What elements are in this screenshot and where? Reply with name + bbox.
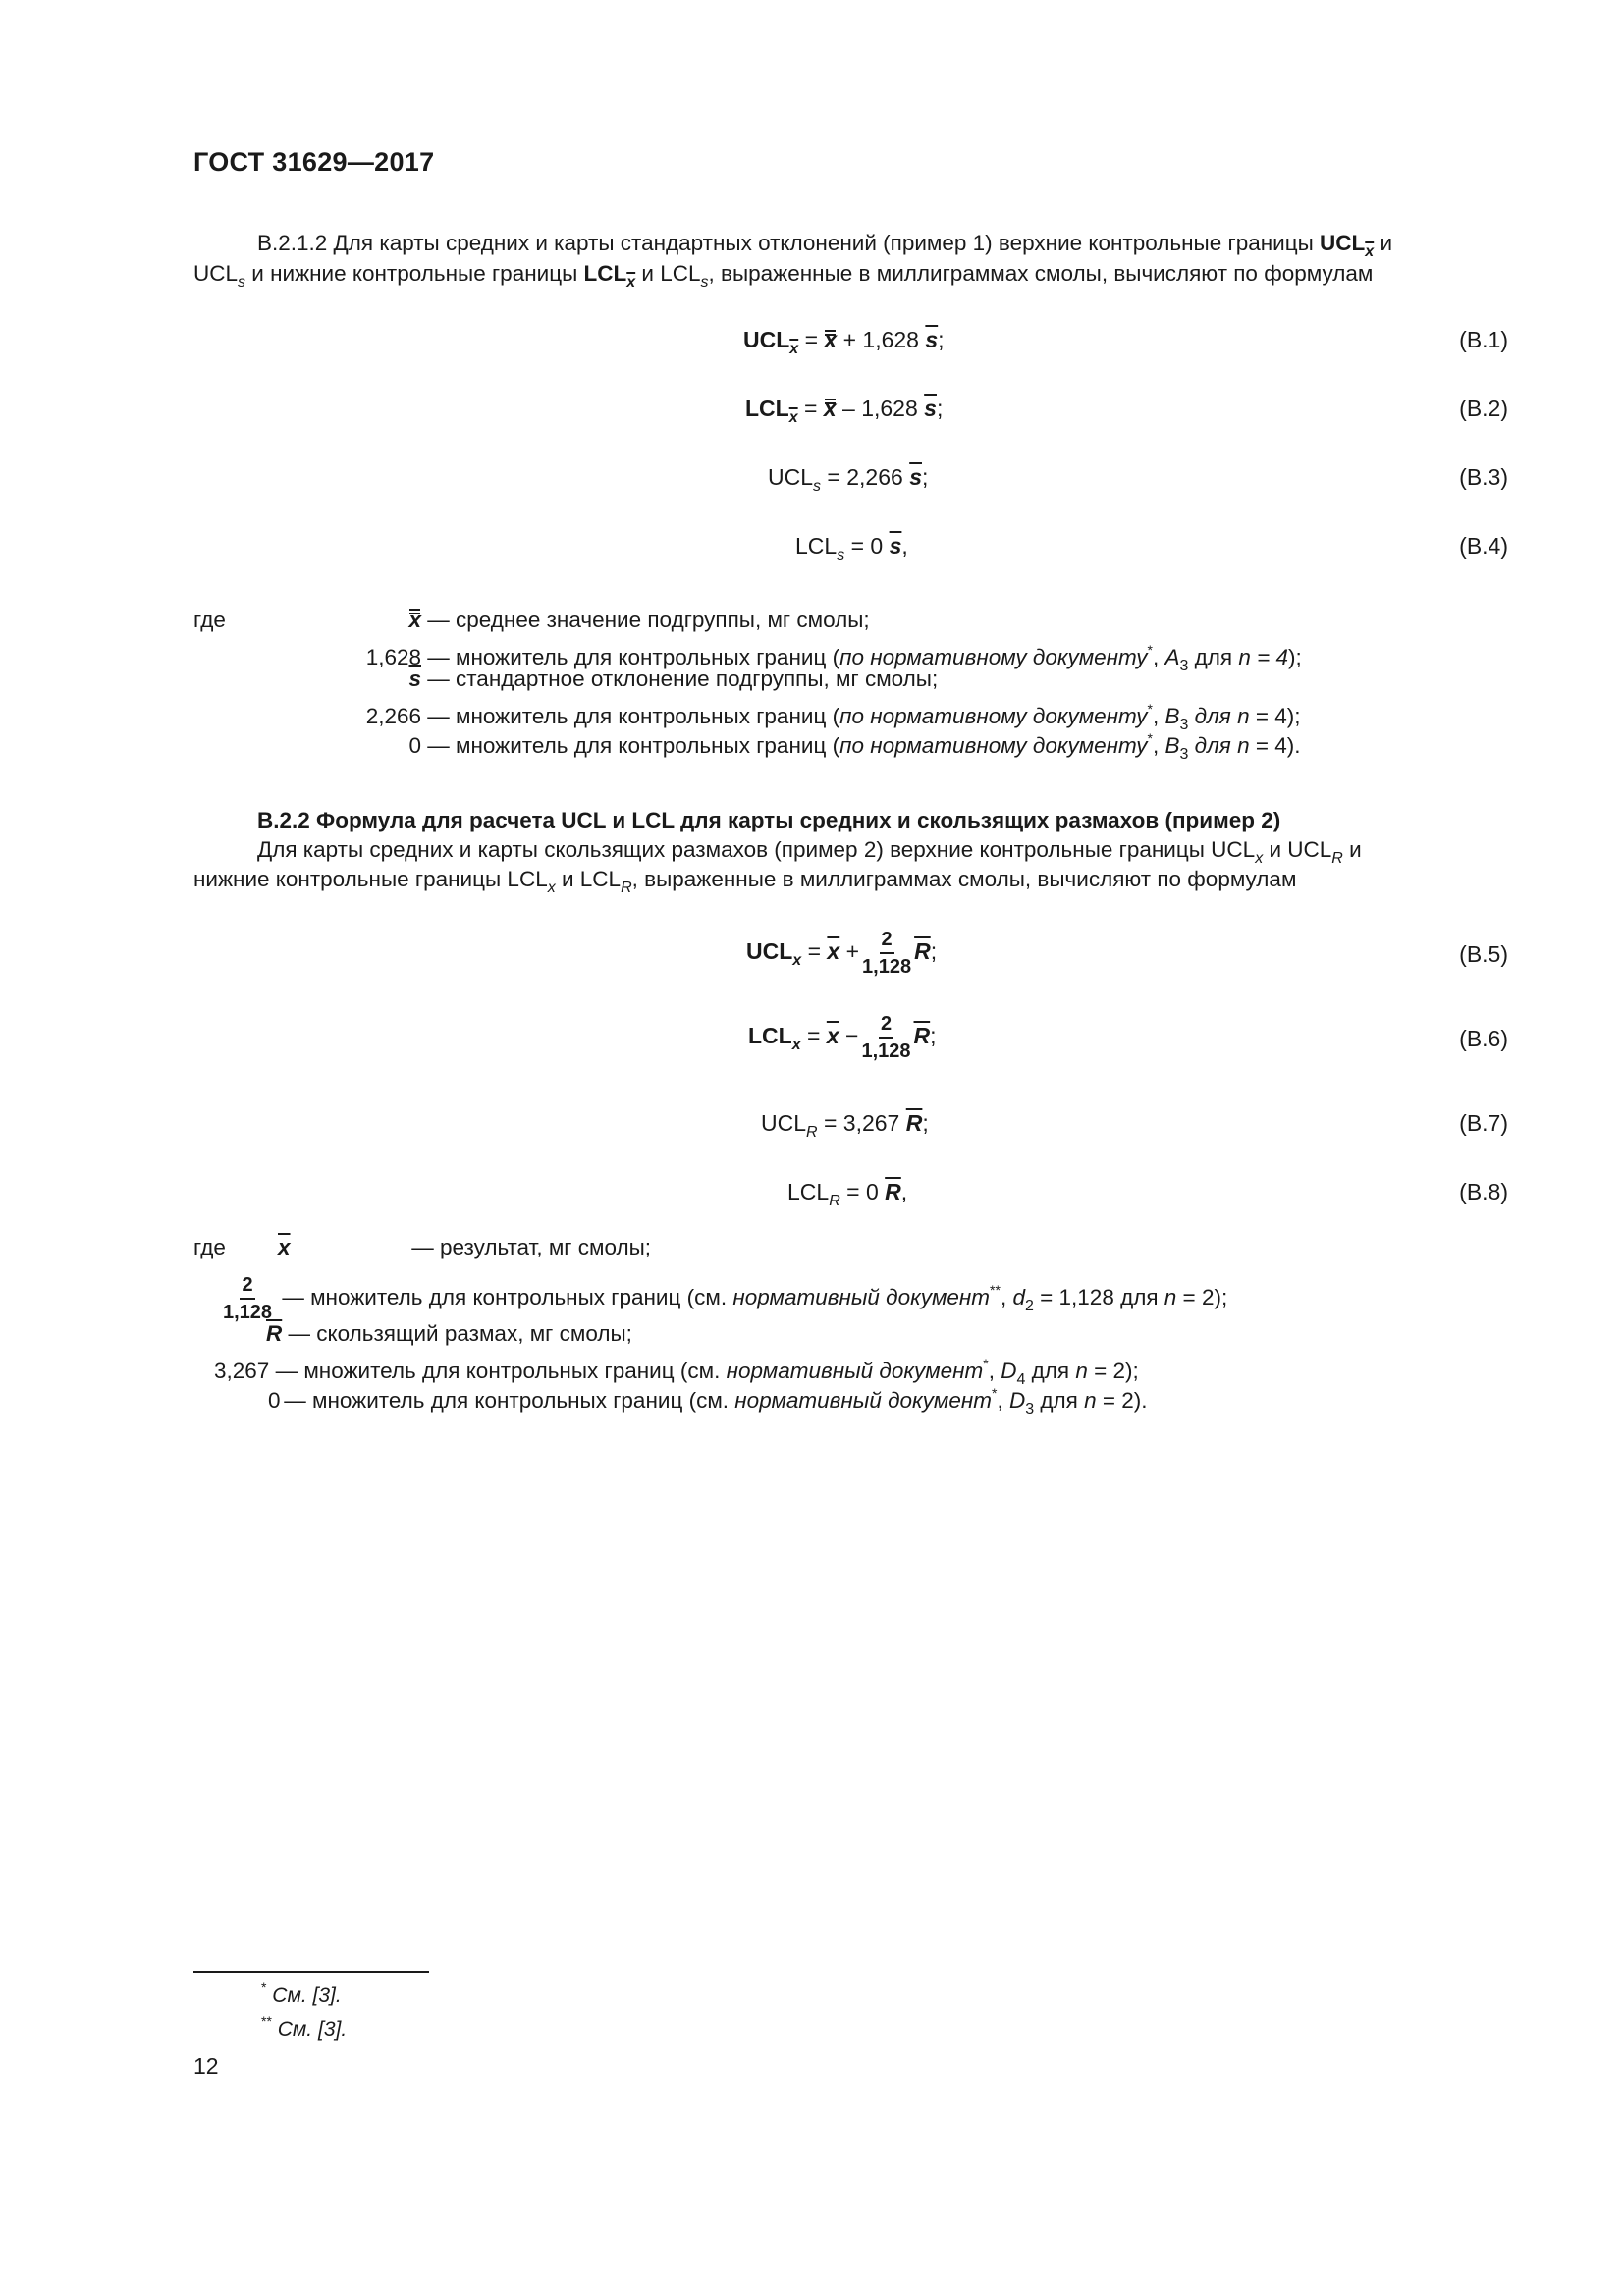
where-word: где — [193, 608, 226, 632]
formula-number-b1: (В.1) — [1459, 327, 1508, 352]
formula-b6: $LCL_x = \overline{x}$ − $\frac{2}{1,128}$ $\overline{R}$; — [748, 1013, 937, 1062]
page-number: 12 — [193, 2054, 219, 2079]
formula-b5: $UCL_x = \overline{x}$ + $\frac{2}{1,128}$ $\overline{R}$; — [746, 929, 938, 978]
formula-number-b2: (В.2) — [1459, 396, 1508, 421]
where-row: 0 — множитель для контрольных границ (см. нормативный документ*, $D_3$ для n = 2). — [268, 1385, 1148, 1417]
formula-b2: $LCL_{\overline{x}} = x - 1,628$ $\overline{s}$; — [745, 396, 944, 426]
section-1-para-line1: В.2.1.2 Для карты средних и карты стандартных отклонений (пример 1) верхние контрольные границы $UCL_{\overline{x}}$ и — [257, 231, 1393, 260]
where-row: 2,266 — множитель для контрольных границ (по нормативному документу*, $B_3$ для n = 4); — [365, 701, 1301, 733]
formula-b4: $LCL_s = 0$ $\overline{s}$, — [795, 533, 908, 563]
footnote-2: ** См. [3]. — [261, 2013, 348, 2041]
where-row: 1,628 — множитель для контрольных границ (по нормативному документу*, $A_3$ для n = 4); — [365, 642, 1302, 674]
formula-b7: $UCL_R = 3,267$ $\overline{R}$; — [761, 1110, 929, 1141]
section-2-heading: В.2.2 Формула для расчета UCL и LCL для карты средних и скользящих размахов (пример 2) — [257, 808, 1281, 832]
formula-number-b8: (В.8) — [1459, 1179, 1508, 1204]
formula-number-b6: (В.6) — [1459, 1026, 1508, 1051]
formula-number-b7: (В.7) — [1459, 1110, 1508, 1136]
formula-b3: $UCL_s = 2,266$ $\overline{s}$; — [768, 464, 929, 495]
where-row: $\overline{R}$ — скользящий размах, мг смолы; — [266, 1321, 632, 1346]
where-word: где — [193, 1235, 226, 1259]
where-row: 3,267 — множитель для контрольных границ (см. нормативный документ*, $D_4$ для n = 2); — [214, 1356, 1139, 1388]
formula-number-b5: (В.5) — [1459, 941, 1508, 967]
document-header: ГОСТ 31629—2017 — [193, 147, 435, 177]
section-2-para-line2: нижние контрольные границы $LCL_x$ и $LCL_R$, выраженные в миллиграммах смолы, вычисляют по формулам — [193, 867, 1297, 896]
footnote-separator — [193, 1971, 429, 1973]
section-1-para-line2: $UCL_s$ и нижние контрольные границы $LCL_{\overline{x}}$ и $LCL_s$, выраженные в миллиграммах смолы, вычисляют по формулам — [193, 261, 1374, 291]
where-row: x — среднее значение подгруппы, мг смолы; — [274, 606, 870, 635]
formula-number-b3: (В.3) — [1459, 464, 1508, 490]
formula-number-b4: (В.4) — [1459, 533, 1508, 559]
where-row: $\overline{s}$ — стандартное отклонение подгруппы, мг смолы; — [408, 667, 939, 691]
where-row: 0 — множитель для контрольных границ (по нормативному документу*, $B_3$ для n = 4). — [408, 730, 1301, 763]
formula-b1: $UCL_{\overline{x}} = x + 1,628$ $\overline{s}$; — [743, 327, 945, 357]
formula-b8: $LCL_R = 0$ $\overline{R}$, — [787, 1179, 908, 1209]
where-row: $\frac{2}{1,128}$ — множитель для контрольных границ (см. нормативный документ**, $d_2 = 1,128$ для n = 2); — [223, 1274, 1228, 1324]
section-2-para-line1: Для карты средних и карты скользящих размахов (пример 2) верхние контрольные границы $UCL_x$ и $UCL_R$ и — [257, 837, 1362, 867]
where-row: $\overline{x}$ — результат, мг смолы; — [278, 1235, 652, 1259]
footnote-1: * См. [3]. — [261, 1979, 342, 2006]
